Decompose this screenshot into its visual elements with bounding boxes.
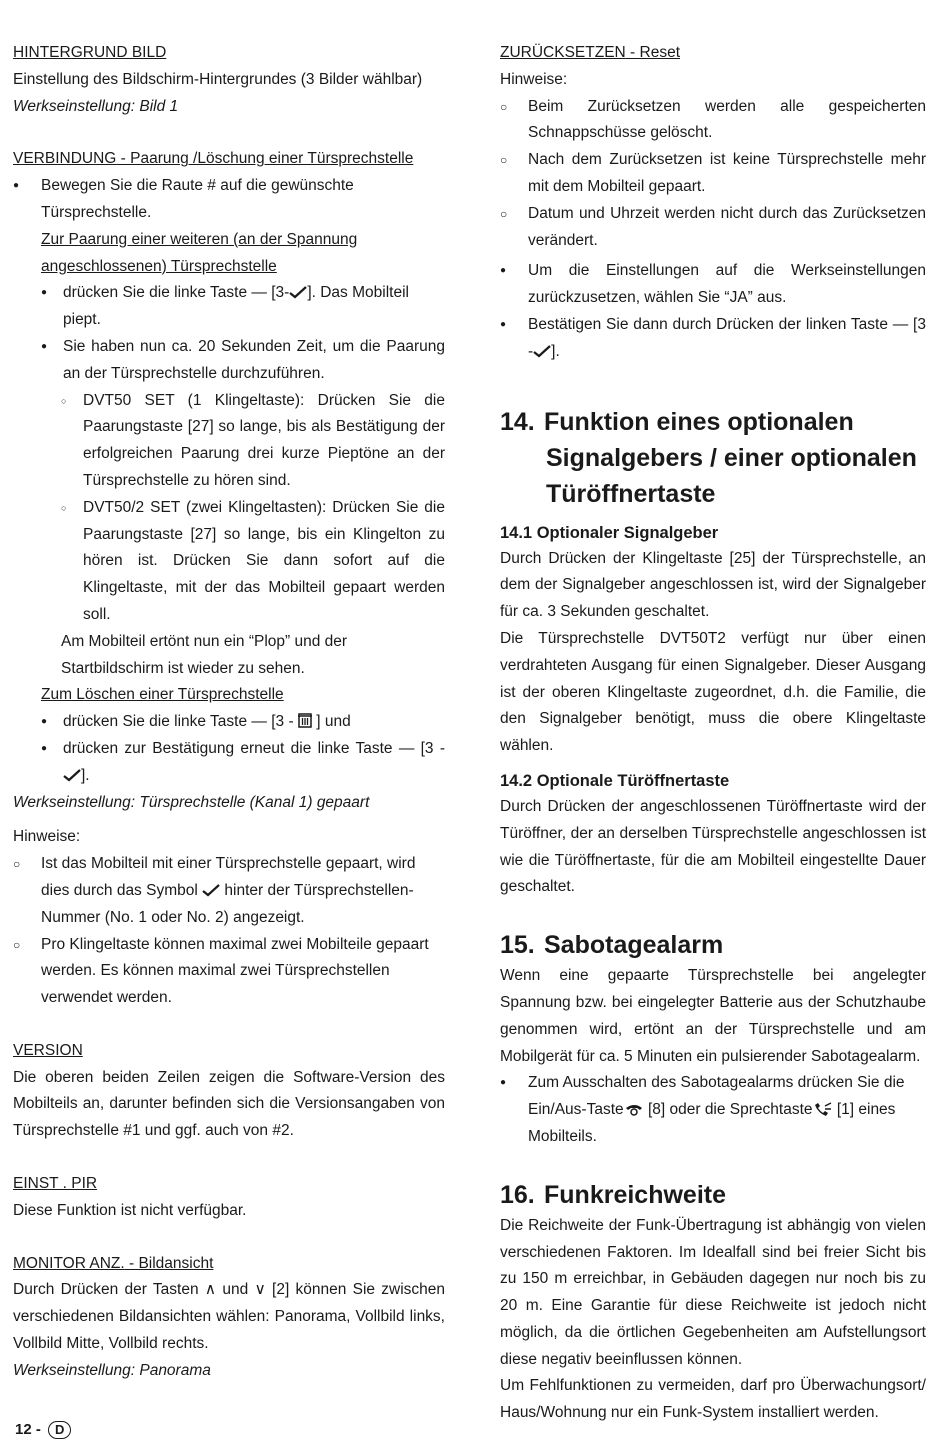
notes-list [13, 851, 445, 1012]
paragraph: Am Mobilteil ertönt nun ein “Plop” und der Startbildschirm ist wieder zu sehen. [61, 632, 348, 677]
paragraph: Durch Drücken der Klingeltaste [25] der Türsprechstelle, an dem der Signalgeber angeschlossen ist, wird der Signalgeber für ca. 3 Sekunden geschaltet. [500, 549, 926, 621]
checkmark-icon [289, 285, 307, 299]
chapter-title: Funkreichweite [544, 1180, 726, 1209]
paragraph: Einstellung des Bildschirm-Hintergrundes (3 Bilder wählbar) [13, 70, 423, 88]
default-setting: Werkseinstellung: Panorama [13, 1361, 211, 1379]
list-item: ○ Beim Zurücksetzen werden alle gespeicherten Schnappschüsse gelöscht. [500, 94, 926, 148]
talk-key-icon [813, 1102, 833, 1116]
list-item: ● Bewegen Sie die Raute # auf die gewünschte Türsprechstelle. [13, 173, 445, 227]
paragraph: Durch Drücken der Tasten ∧ und ∨ [2] können Sie zwischen verschiedenen Bildansichten wählen: Panorama, Vollbild links, Vollbild Mitte, Vollbild rechts. [13, 1281, 445, 1353]
bullet-list [41, 280, 445, 387]
notes-list [500, 94, 926, 255]
sub-list [61, 388, 445, 629]
list-item: ○ DVT50/2 SET (zwei Klingeltasten): Drücken Sie die Paarungstaste [27] so lange, bis ein Klingelton zu hören ist. Drücken Sie dann sofort auf die Klingeltaste, mit der das Mobilteil gepaart werden soll. [61, 495, 445, 629]
title-text: MONITOR ANZ. [13, 1254, 125, 1272]
notes-heading: Hinweise: [13, 828, 81, 846]
chapter-title-line: Türöffnertaste [546, 479, 716, 508]
chapter-heading [500, 927, 926, 963]
default-setting: Werkseinstellung: Türsprechstelle (Kanal 1) gepaart [13, 793, 370, 811]
list-item: ● Um die Einstellungen auf die Werkseinstellungen zurückzusetzen, wählen Sie “JA” aus. [500, 258, 926, 312]
notes-heading: Hinweise: [500, 70, 568, 88]
default-setting: Werkseinstellung: Bild 1 [13, 97, 179, 115]
list-item: ○ Pro Klingeltaste können maximal zwei Mobilteile gepaart werden. Es können maximal zwei Türsprechstellen verwendet werden. [13, 932, 445, 1012]
section-title [13, 146, 445, 173]
language-badge: D [48, 1421, 71, 1439]
section-title [13, 1251, 445, 1278]
bullet-list [13, 173, 445, 227]
chapter-title-line: Signalgebers / einer optionalen [546, 443, 917, 472]
list-item: ● drücken Sie die linke Taste — [3 - ] und [41, 709, 445, 736]
subsection-title: 14.2 Optionale Türöffnertaste [500, 771, 730, 790]
checkmark-icon [63, 768, 81, 782]
subsection-title: 14.1 Optionaler Signalgeber [500, 523, 719, 542]
subheading: Zur Paarung einer weiteren (an der Spannung angeschlossenen) Türsprechstelle [41, 230, 358, 275]
checkmark-icon [533, 344, 551, 358]
paragraph: Um Fehlfunktionen zu vermeiden, darf pro Überwachungsort/ Haus/Wohnung nur ein Funk-System installiert werden. [500, 1377, 926, 1422]
power-key-icon [624, 1102, 644, 1116]
list-item: ● Sie haben nun ca. 20 Sekunden Zeit, um die Paarung an der Türsprechstelle durchzuführen. [41, 334, 445, 388]
paragraph: Die Türsprechstelle DVT50T2 verfügt nur über einen verdrahteten Ausgang für einen Signalgeber. Dieser Ausgang ist der oberen Klingeltaste zugeordnet, d.h. die Familie, die den Signalgeber benötigt, muss die obere Klingeltaste wählen. [500, 629, 926, 755]
left-column [13, 40, 445, 1385]
chapter-number: 15. [500, 931, 535, 960]
bullet-list [41, 709, 445, 789]
list-item: ○ Ist das Mobilteil mit einer Türsprechstelle gepaart, wird dies durch das Symbol hinter der Türsprechstellen-Nummer (No. 1 oder No. 2) angezeigt. [13, 851, 445, 931]
paragraph: Wenn eine gepaarte Türsprechstelle bei angelegter Spannung bzw. bei eingelegter Batterie aus der Schutzhaube genommen wird, ertönt an der Türsprechstelle und am Mobilgerät für ca. 5 Minuten ein pulsierender Sabotagealarm. [500, 967, 926, 1065]
page-number: 12 - [15, 1421, 41, 1438]
right-column [500, 40, 926, 1427]
section-title: EINST . PIR [13, 1175, 98, 1193]
page-footer [15, 1420, 71, 1440]
paragraph: Durch Drücken der angeschlossenen Türöffnertaste wird der Türöffner, der an derselben Türsprechstelle angeschlossen ist wie die Türöffnertaste, für die am Mobilteil eingestellte Dauer geschaltet. [500, 797, 926, 896]
paragraph: Die Reichweite der Funk-Übertragung ist abhängig von vielen verschiedenen Faktoren. Im Idealfall sind bei freier Sicht bis zu 150 m erreichbar, in Gebäuden dagegen nur noch bis zu 20 m. Eine Garantie für diese Reichweite ist jedoch nicht möglich, da die örtlichen Gegebenheiten am Aufstellungsort diese negativ beeinflussen können. [500, 1216, 926, 1368]
bullet-list [500, 1070, 926, 1150]
subtitle-text: - Paarung /Löschung einer Türsprechstelle [116, 150, 414, 168]
title-text: ZURÜCKSETZEN [500, 44, 626, 61]
paragraph: Die oberen beiden Zeilen zeigen die Software-Version des Mobilteils an, darunter befinden sich die Versionsangaben von Türsprechstelle #1 und ggf. auch von #2. [13, 1068, 445, 1140]
list-item: ● Zum Ausschalten des Sabotagealarms drücken Sie die Ein/Aus-Taste [8] oder die Sprechtaste [1] eines Mobilteils. [500, 1070, 926, 1150]
chapter-number: 16. [500, 1180, 535, 1209]
checkmark-icon [202, 883, 220, 897]
chapter-heading [500, 1177, 926, 1213]
section-title: HINTERGRUND BILD [13, 44, 167, 61]
subtitle-text: - Bildansicht [124, 1254, 214, 1272]
title-text: VERBINDUNG [13, 150, 117, 168]
paragraph: Diese Funktion ist nicht verfügbar. [13, 1201, 247, 1219]
list-item: ● drücken zur Bestätigung erneut die linke Taste — [3 -]. [41, 736, 445, 790]
list-item: ● Bestätigen Sie dann durch Drücken der linken Taste — [3 - ]. [500, 312, 926, 366]
list-item: ○ Datum und Uhrzeit werden nicht durch das Zurücksetzen verändert. [500, 201, 926, 255]
section-title: VERSION [13, 1041, 83, 1059]
subtitle-text: - Reset [625, 44, 680, 61]
chapter-number: 14. [500, 407, 535, 436]
trash-icon [298, 713, 312, 728]
list-item: ○ DVT50 SET (1 Klingeltaste): Drücken Sie die Paarungstaste [27] so lange, bis als Bestätigung der erfolgreichen Paarung drei kurze Pieptöne an der Türsprechstelle zu hören sind. [61, 388, 445, 495]
list-item: ● drücken Sie die linke Taste — [3- ]. Das Mobilteil piept. [41, 280, 445, 334]
chapter-title: Sabotagealarm [544, 931, 724, 960]
list-item: ○ Nach dem Zurücksetzen ist keine Türsprechstelle mehr mit dem Mobilteil gepaart. [500, 147, 926, 201]
bullet-list [500, 258, 926, 365]
section-title [500, 40, 926, 67]
chapter-title-line: Funktion eines optionalen [544, 407, 854, 436]
subheading: Zum Löschen einer Türsprechstelle [41, 686, 284, 704]
chapter-heading [500, 404, 926, 512]
